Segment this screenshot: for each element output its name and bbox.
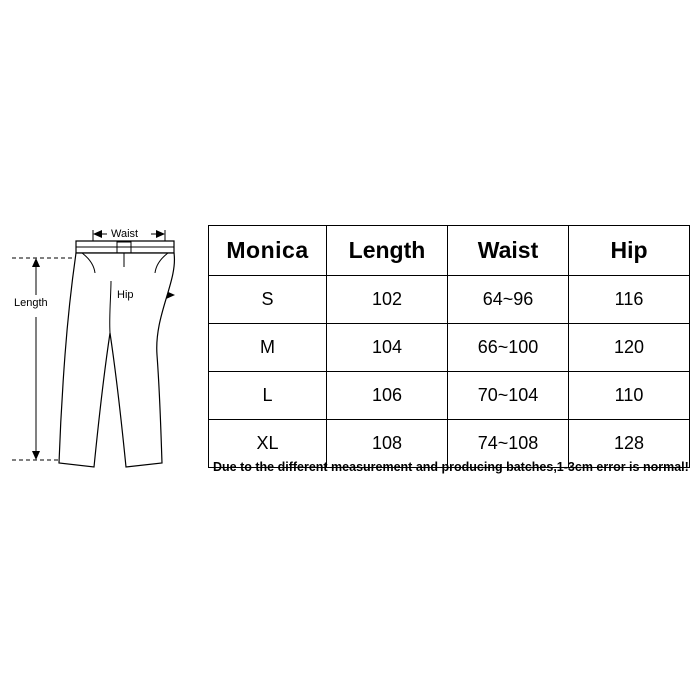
size-table [208,225,690,468]
cell-size: XL [209,420,327,468]
column-header-length: Length [327,226,448,276]
cell-hip: 116 [569,276,690,324]
cell-size: L [209,372,327,420]
diagram-label-length: Length [14,297,48,309]
cell-length: 102 [327,276,448,324]
diagram-label-waist: Waist [111,228,139,240]
column-header-waist: Waist [448,226,569,276]
cell-size: S [209,276,327,324]
table-row [209,372,690,420]
measurement-note: Due to the different measurement and producing batches,1-3cm error is normal! [213,460,689,474]
diagram-label-hip: Hip [117,289,134,301]
column-header-hip: Hip [569,226,690,276]
cell-length: 104 [327,324,448,372]
cell-waist: 64~96 [448,276,569,324]
pants-measurement-diagram [10,195,200,485]
cell-length: 108 [327,420,448,468]
cell-waist: 70~104 [448,372,569,420]
pants-diagram-svg [10,195,200,485]
brand-label: Monica [209,226,327,276]
table-body [209,276,690,468]
table-header [209,226,690,276]
table-header-row [209,226,690,276]
cell-hip: 110 [569,372,690,420]
table-row [209,276,690,324]
cell-hip: 120 [569,324,690,372]
cell-waist: 74~108 [448,420,569,468]
cell-size: M [209,324,327,372]
cell-waist: 66~100 [448,324,569,372]
table-row [209,324,690,372]
cell-hip: 128 [569,420,690,468]
cell-length: 106 [327,372,448,420]
